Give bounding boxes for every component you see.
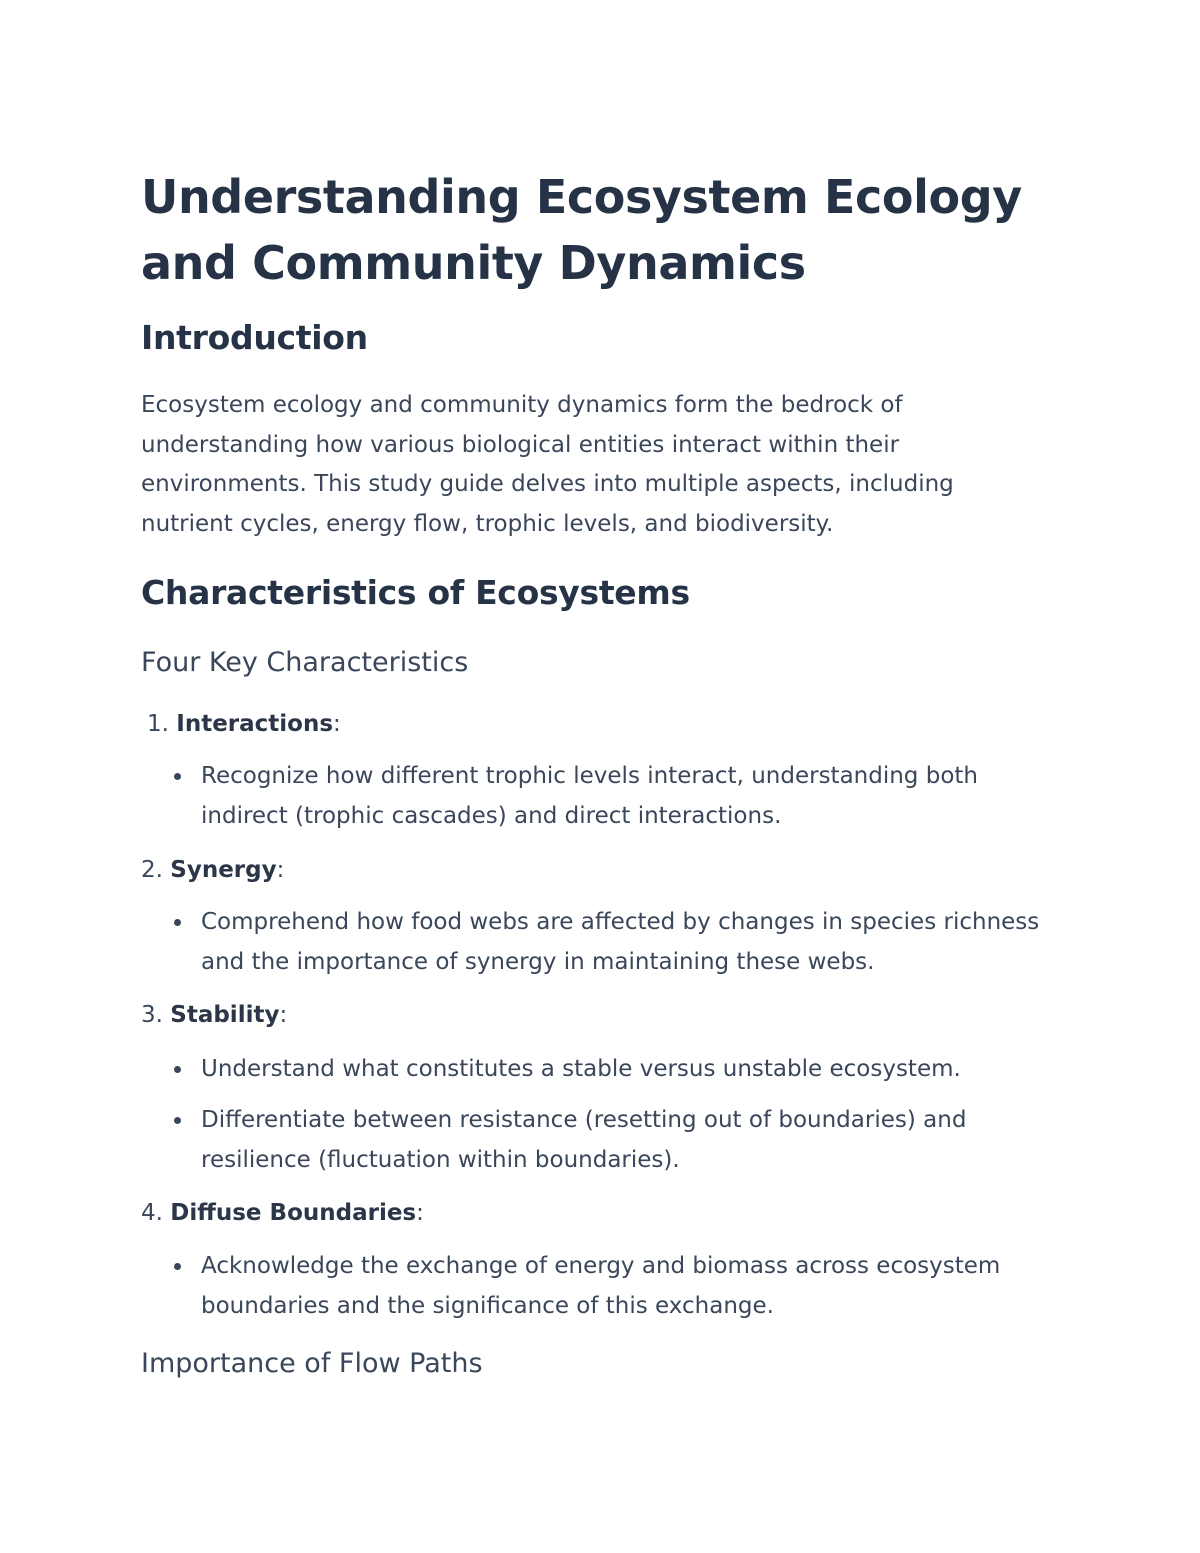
list-item-diffuse-boundaries bbox=[141, 1198, 424, 1228]
bullet-dot-icon bbox=[174, 1117, 181, 1124]
bullet-item bbox=[201, 1246, 1071, 1326]
list-term: Stability bbox=[170, 1002, 280, 1028]
bullet-item bbox=[201, 1049, 1071, 1089]
list-number: 3. bbox=[141, 1002, 163, 1028]
list-number: 4. bbox=[141, 1200, 163, 1226]
bullet-dot-icon bbox=[174, 919, 181, 926]
introduction-paragraph: Ecosystem ecology and community dynamics form the bedrock of understanding how various biological entities interact within their environments. This study guide delves into multiple aspects, including nutrient cycles, energy flow, trophic levels, and biodiversity. bbox=[141, 392, 954, 537]
bullet-text: Recognize how different trophic levels interact, understanding both indirect (trophic cascades) and direct interactions. bbox=[201, 763, 978, 829]
list-item-stability bbox=[141, 1000, 287, 1030]
four-key-characteristics-heading: Four Key Characteristics bbox=[141, 647, 469, 678]
list-number: 1. bbox=[147, 711, 169, 737]
bullet-item bbox=[201, 1100, 1071, 1180]
bullet-text: Acknowledge the exchange of energy and biomass across ecosystem boundaries and the significance of this exchange. bbox=[201, 1253, 1001, 1319]
list-item-synergy bbox=[141, 855, 284, 885]
characteristics-heading: Characteristics of Ecosystems bbox=[141, 573, 690, 612]
list-item-interactions bbox=[147, 709, 341, 739]
list-term-suffix: : bbox=[279, 1002, 288, 1028]
bullet-text: Comprehend how food webs are affected by changes in species richness and the importance of synergy in maintaining these webs. bbox=[201, 909, 1040, 975]
bullet-item bbox=[201, 902, 1071, 982]
flow-paths-heading: Importance of Flow Paths bbox=[141, 1348, 483, 1379]
list-term-suffix: : bbox=[276, 857, 285, 883]
list-term-suffix: : bbox=[333, 711, 341, 737]
list-number: 2. bbox=[141, 857, 163, 883]
list-term: Interactions bbox=[176, 711, 334, 737]
bullet-text: Differentiate between resistance (resetting out of boundaries) and resilience (fluctuation within boundaries). bbox=[201, 1107, 967, 1173]
bullet-text: Understand what constitutes a stable versus unstable ecosystem. bbox=[201, 1056, 961, 1082]
list-term-suffix: : bbox=[416, 1200, 424, 1226]
bullet-dot-icon bbox=[174, 1066, 181, 1073]
page-title: Understanding Ecosystem Ecology and Community Dynamics bbox=[141, 170, 1022, 290]
bullet-dot-icon bbox=[174, 773, 181, 780]
bullet-dot-icon bbox=[174, 1263, 181, 1270]
list-term: Synergy bbox=[170, 857, 277, 883]
introduction-heading: Introduction bbox=[141, 318, 368, 357]
bullet-item bbox=[201, 756, 1071, 836]
list-term: Diffuse Boundaries bbox=[170, 1200, 417, 1226]
